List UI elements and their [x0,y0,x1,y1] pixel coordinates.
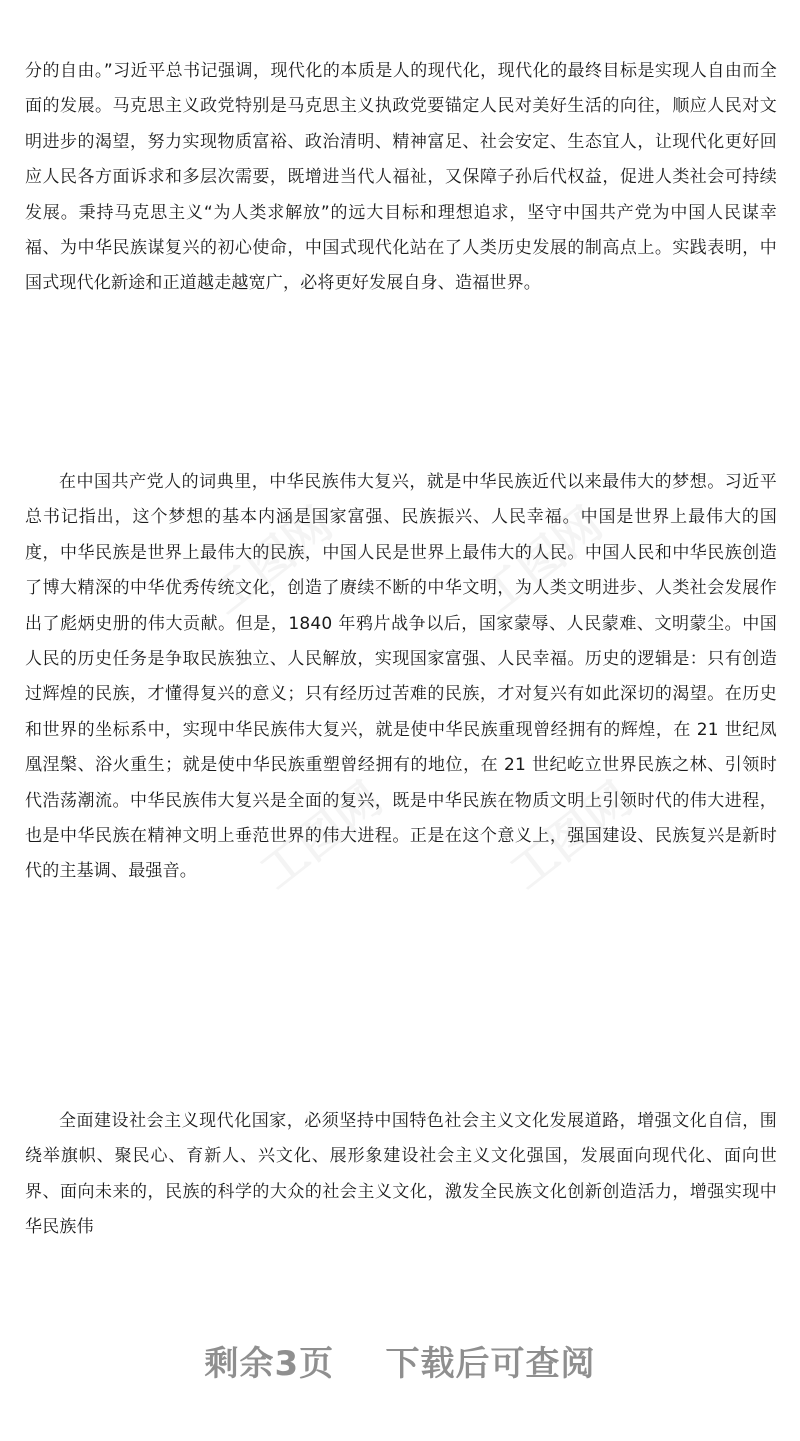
watermark-logo: 工图网 [249,771,392,900]
paragraph-1: 分的自由。”习近平总书记强调，现代化的本质是人的现代化，现代化的最终目标是实现人自由而全面的发展。马克思主义政党特别是马克思主义执政党要锚定人民对美好生活的向往，顺应人民对文明进步的渴望，努力实现物质富裕、政治清明、精神富足、社会安定、生态宜人，让现代化更好回应人民各方面诉求和多层次需要，既增进当代人福祉，又保障子孙后代权益，促进人类社会可持续发展。秉持马克思主义“为人类求解放”的远大目标和理想追求，坚守中国共产党为中国人民谋幸福、为中华民族谋复兴的初心使命，中国式现代化站在了人类历史发展的制高点上。实践表明，中国式现代化新途和正道越走越宽广，必将更好发展自身、造福世界。 [25,61,777,294]
paragraph-3: 全面建设社会主义现代化国家，必须坚持中国特色社会主义文化发展道路，增强文化自信，围绕举旗帜、聚民心、育新人、兴文化、展形象建设社会主义文化强国，发展面向现代化、面向世界、面向未来的，民族的科学的大众的社会主义文化，激发全民族文化创新创造活力，增强实现中华民族伟 [25,1111,777,1238]
watermark-logo: 工图网 [199,496,342,625]
remaining-pages-notice[interactable]: 剩余3页 下载后可查阅 [204,1344,596,1384]
watermark-logo: 工图网 [499,771,642,900]
watermark-logo: 工图网 [469,496,612,625]
paragraph-2: 在中国共产党人的词典里，中华民族伟大复兴，就是中华民族近代以来最伟大的梦想。习近平总书记指出，这个梦想的基本内涵是国家富强、民族振兴、人民幸福。中国是世界上最伟大的国度，中华民族是世界上最伟大的民族，中国人民是世界上最伟大的人民。中国人民和中华民族创造了博大精深的中华优秀传统文化，创造了赓续不断的中华文明，为人类文明进步、人类社会发展作出了彪炳史册的伟大贡献。但是，1840 年鸦片战争以后，国家蒙辱、人民蒙难、文明蒙尘。中国人民的历史任务是争取民族独立、人民解放，实现国家富强、人民幸福。历史的逻辑是：只有创造过辉煌的民族，才懂得复兴的意义；只有经历过苦难的民族，才对复兴有如此深切的渴望。在历史和世界的坐标系中，实现中华民族伟大复兴，就是使中华民族重现曾经拥有的辉煌，在 21 世纪凤凰涅槃、浴火重生；就是使中华民族重塑曾经拥有的地位，在 21 世纪屹立世界民族之林、引领时代浩荡潮流。中华民族伟大复兴是全面的复兴，既是中华民族在物质文明上引领时代的伟大进程，也是中华民族在精神文明上垂范世界的伟大进程。正是在这个意义上，强国建设、民族复兴是新时代的主基调、最强音。 [25,472,777,882]
